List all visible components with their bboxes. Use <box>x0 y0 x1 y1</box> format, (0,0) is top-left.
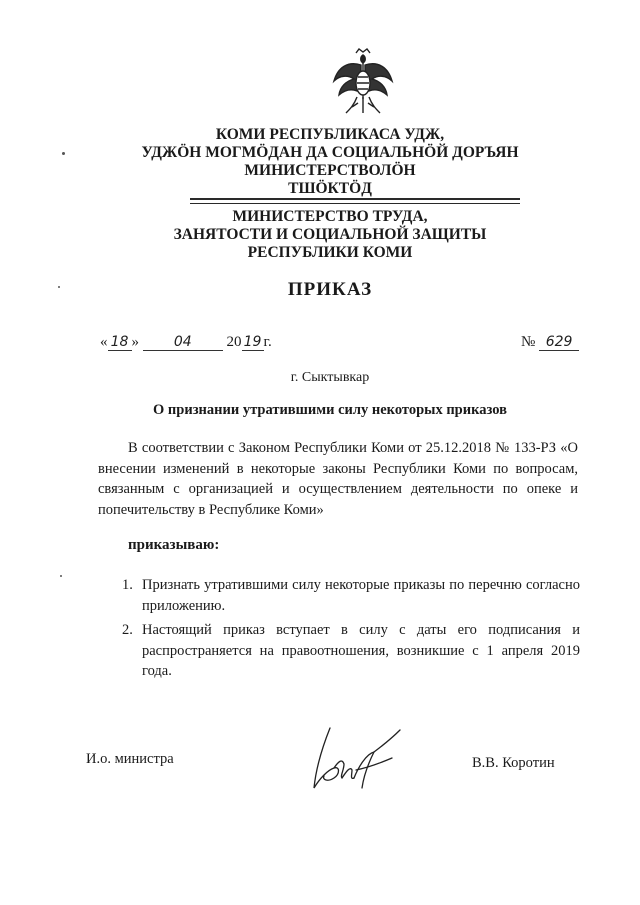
list-item <box>112 575 580 616</box>
list-item-number: 1. <box>122 577 133 593</box>
date-year-prefix: 20 <box>226 334 242 350</box>
number-label: № <box>521 334 536 350</box>
city-line: г. Сыктывкар <box>290 370 370 385</box>
number-value: 629 <box>539 334 579 351</box>
header-komi-line: ТШÖКТÖД <box>288 180 372 197</box>
order-items-list <box>112 575 580 686</box>
signatory-name: В.В. Коротин <box>472 755 555 771</box>
date-open-quote: « <box>100 334 108 350</box>
header-divider-thick <box>190 198 520 200</box>
header-komi-line: МИНИСТЕРСТВОЛÖН <box>244 162 416 179</box>
handwritten-signature <box>300 718 420 798</box>
date-year-suffix: 19 <box>242 334 264 351</box>
list-item <box>112 620 580 682</box>
date-month: 04 <box>143 334 223 351</box>
header-russian-line: МИНИСТЕРСТВО ТРУДА, <box>232 208 428 225</box>
date-day: 18 <box>108 334 132 351</box>
order-number <box>521 334 579 351</box>
list-item-text: Признать утратившими силу некоторые приказы по перечню согласно приложению. <box>142 577 580 614</box>
komi-emblem-icon <box>330 47 396 117</box>
preamble-paragraph: В соответствии с Законом Республики Коми от 25.12.2018 № 133-РЗ «О внесении изменений в некоторые законы Республики Коми по вопросам, связанным с организацией и осуществлением деятельности по опеке и попечительству в Республике Коми» <box>98 440 578 518</box>
order-date <box>100 334 272 351</box>
header-russian-line: РЕСПУБЛИКИ КОМИ <box>247 244 413 261</box>
date-close-quote: » <box>131 334 139 350</box>
signatory-position: И.о. министра <box>86 751 174 767</box>
header-komi-line: УДЖÖН МОГМÖДАН ДА СОЦИАЛЬНÖЙ ДОРЪЯН <box>141 144 519 161</box>
scan-speck <box>62 152 65 155</box>
document-type-title: ПРИКАЗ <box>287 279 373 300</box>
scan-speck <box>60 575 62 577</box>
list-item-number: 2. <box>122 622 133 638</box>
header-komi-line: КОМИ РЕСПУБЛИКАСА УДЖ, <box>215 126 445 143</box>
scan-speck <box>58 286 60 288</box>
header-russian <box>120 208 540 262</box>
order-subject: О признании утратившими силу некоторых приказов <box>153 402 507 418</box>
header-divider-thin <box>190 203 520 204</box>
order-word: приказываю: <box>128 537 220 553</box>
header-russian-line: ЗАНЯТОСТИ И СОЦИАЛЬНОЙ ЗАЩИТЫ <box>173 226 487 243</box>
date-year-unit: г. <box>263 334 272 350</box>
list-item-text: Настоящий приказ вступает в силу с даты его подписания и распространяется на правоотношения, возникшие с 1 апреля 2019 года. <box>142 622 580 679</box>
header-komi <box>120 126 540 198</box>
